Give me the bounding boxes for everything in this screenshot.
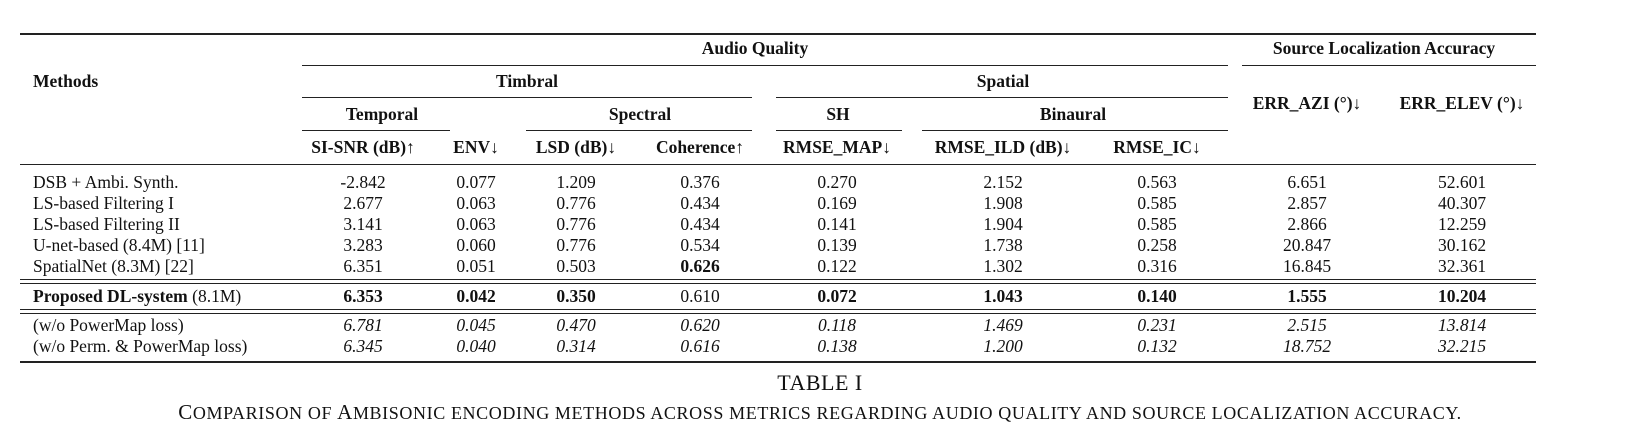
cell: 1.738 xyxy=(983,235,1023,255)
cell: 40.307 xyxy=(1437,193,1487,213)
top-rule xyxy=(20,33,1536,35)
col-env: ENV↓ xyxy=(453,137,499,157)
cell: 0.132 xyxy=(1137,336,1177,356)
method-label: LS-based Filtering I xyxy=(33,193,174,213)
cell: 0.122 xyxy=(817,256,857,276)
cell-best: 0.626 xyxy=(680,256,720,276)
cell: 3.283 xyxy=(343,235,383,255)
cell: 0.776 xyxy=(556,235,596,255)
cell: 6.781 xyxy=(343,315,383,335)
proposed-bottom-rule-1 xyxy=(20,309,1536,310)
err-elev-header: ERR_ELEV (°)↓ xyxy=(1399,93,1525,113)
cell: 1.209 xyxy=(556,172,596,192)
col-rmse-ic: RMSE_IC↓ xyxy=(1113,137,1201,157)
cell: 1.908 xyxy=(983,193,1023,213)
binaural-rule xyxy=(922,130,1228,131)
cell: 32.361 xyxy=(1437,256,1487,276)
cell: 2.152 xyxy=(983,172,1023,192)
cell: 0.138 xyxy=(817,336,857,356)
temporal-header: Temporal xyxy=(345,104,419,124)
temporal-rule xyxy=(302,130,450,131)
spectral-header: Spectral xyxy=(608,104,672,124)
cell: 2.677 xyxy=(343,193,383,213)
col-lsd: LSD (dB)↓ xyxy=(535,137,617,157)
cell: 0.231 xyxy=(1137,315,1177,335)
cell-best: 0.140 xyxy=(1137,286,1177,306)
sh-rule xyxy=(776,130,902,131)
proposed-method-params: (8.1M) xyxy=(187,286,242,306)
cell: 0.376 xyxy=(680,172,720,192)
spatial-header: Spatial xyxy=(976,71,1030,91)
err-azi-header: ERR_AZI (°)↓ xyxy=(1252,93,1362,113)
spatial-rule xyxy=(776,97,1228,98)
proposed-bottom-rule-2 xyxy=(20,313,1536,314)
cell: 0.776 xyxy=(556,214,596,234)
sh-header: SH xyxy=(826,104,850,124)
method-label: LS-based Filtering II xyxy=(33,214,180,234)
cell: 0.314 xyxy=(556,336,596,356)
cell: 2.515 xyxy=(1287,315,1327,335)
cell: 0.139 xyxy=(817,235,857,255)
cell: 0.563 xyxy=(1137,172,1177,192)
cell: 0.060 xyxy=(456,235,496,255)
cell: 0.776 xyxy=(556,193,596,213)
timbral-rule xyxy=(302,97,752,98)
cell: 0.270 xyxy=(817,172,857,192)
ablation-label: (w/o PowerMap loss) xyxy=(33,315,184,335)
cell-best: 1.555 xyxy=(1287,286,1327,306)
cell: 0.470 xyxy=(556,315,596,335)
cell: 0.534 xyxy=(680,235,720,255)
cell: 0.434 xyxy=(680,214,720,234)
cell: 6.351 xyxy=(343,256,383,276)
cell: 1.200 xyxy=(983,336,1023,356)
cell: 0.169 xyxy=(817,193,857,213)
col-coherence: Coherence↑ xyxy=(655,137,745,157)
cell: 16.845 xyxy=(1282,256,1332,276)
cell: 20.847 xyxy=(1282,235,1332,255)
cell: 0.118 xyxy=(817,315,857,335)
method-label: U-net-based (8.4M) [11] xyxy=(33,235,205,255)
cell: 0.051 xyxy=(456,256,496,276)
proposed-top-rule-2 xyxy=(20,283,1536,284)
cell: 0.063 xyxy=(456,214,496,234)
cell: 0.077 xyxy=(456,172,496,192)
cell: 52.601 xyxy=(1437,172,1487,192)
source-localization-header: Source Localization Accuracy xyxy=(1272,38,1496,58)
cell: 6.345 xyxy=(343,336,383,356)
cell: 1.469 xyxy=(983,315,1023,335)
cell-best: 0.042 xyxy=(456,286,496,306)
cell: 3.141 xyxy=(343,214,383,234)
cell: 0.585 xyxy=(1137,214,1177,234)
timbral-header: Timbral xyxy=(496,71,558,91)
col-rmse-map: RMSE_MAP↓ xyxy=(783,137,891,157)
cell: 0.316 xyxy=(1137,256,1177,276)
cell: 0.045 xyxy=(456,315,496,335)
proposed-top-rule-1 xyxy=(20,279,1536,280)
results-table xyxy=(20,33,1536,364)
cell: 0.063 xyxy=(456,193,496,213)
table-caption: COMPARISON OF AMBISONIC ENCODING METHODS ACROSS METRICS REGARDING AUDIO QUALITY AND SOURCE LOCALIZATION ACCURACY. xyxy=(178,400,1462,424)
col-si-snr: SI-SNR (dB)↑ xyxy=(311,137,415,157)
source-loc-rule xyxy=(1242,65,1536,66)
col-rmse-ild: RMSE_ILD (dB)↓ xyxy=(934,137,1072,157)
method-label: SpatialNet (8.3M) [22] xyxy=(33,256,194,276)
method-label: DSB + Ambi. Synth. xyxy=(33,172,179,192)
cell: 1.904 xyxy=(983,214,1023,234)
binaural-header: Binaural xyxy=(1039,104,1107,124)
cell: 0.141 xyxy=(817,214,857,234)
cell: 13.814 xyxy=(1437,315,1487,335)
bottom-rule xyxy=(20,361,1536,363)
cell: 0.258 xyxy=(1137,235,1177,255)
cell: 0.616 xyxy=(680,336,720,356)
header-bottom-rule xyxy=(20,164,1536,165)
cell-best: 0.350 xyxy=(556,286,596,306)
cell: 0.620 xyxy=(680,315,720,335)
cell-best: 10.204 xyxy=(1437,286,1487,306)
audio-quality-rule xyxy=(302,65,1228,66)
cell: 0.434 xyxy=(680,193,720,213)
cell: 0.610 xyxy=(680,286,720,306)
cell: 6.651 xyxy=(1287,172,1327,192)
proposed-method-name: Proposed DL-system xyxy=(33,286,188,306)
ablation-label: (w/o Perm. & PowerMap loss) xyxy=(33,336,248,356)
cell-best: 0.072 xyxy=(817,286,857,306)
cell: 32.215 xyxy=(1437,336,1487,356)
cell: 18.752 xyxy=(1282,336,1332,356)
cell: 12.259 xyxy=(1437,214,1487,234)
cell-best: 6.353 xyxy=(343,286,383,306)
cell: 1.302 xyxy=(983,256,1023,276)
audio-quality-header: Audio Quality xyxy=(701,38,809,58)
table-title: TABLE I xyxy=(777,370,863,395)
proposed-method-label xyxy=(33,286,241,306)
cell: 0.503 xyxy=(556,256,596,276)
spectral-rule xyxy=(526,130,752,131)
cell: -2.842 xyxy=(340,172,386,192)
cell: 0.040 xyxy=(456,336,496,356)
cell: 2.857 xyxy=(1287,193,1327,213)
cell: 30.162 xyxy=(1437,235,1487,255)
cell: 0.585 xyxy=(1137,193,1177,213)
cell: 2.866 xyxy=(1287,214,1327,234)
methods-header: Methods xyxy=(33,71,99,91)
cell-best: 1.043 xyxy=(983,286,1023,306)
